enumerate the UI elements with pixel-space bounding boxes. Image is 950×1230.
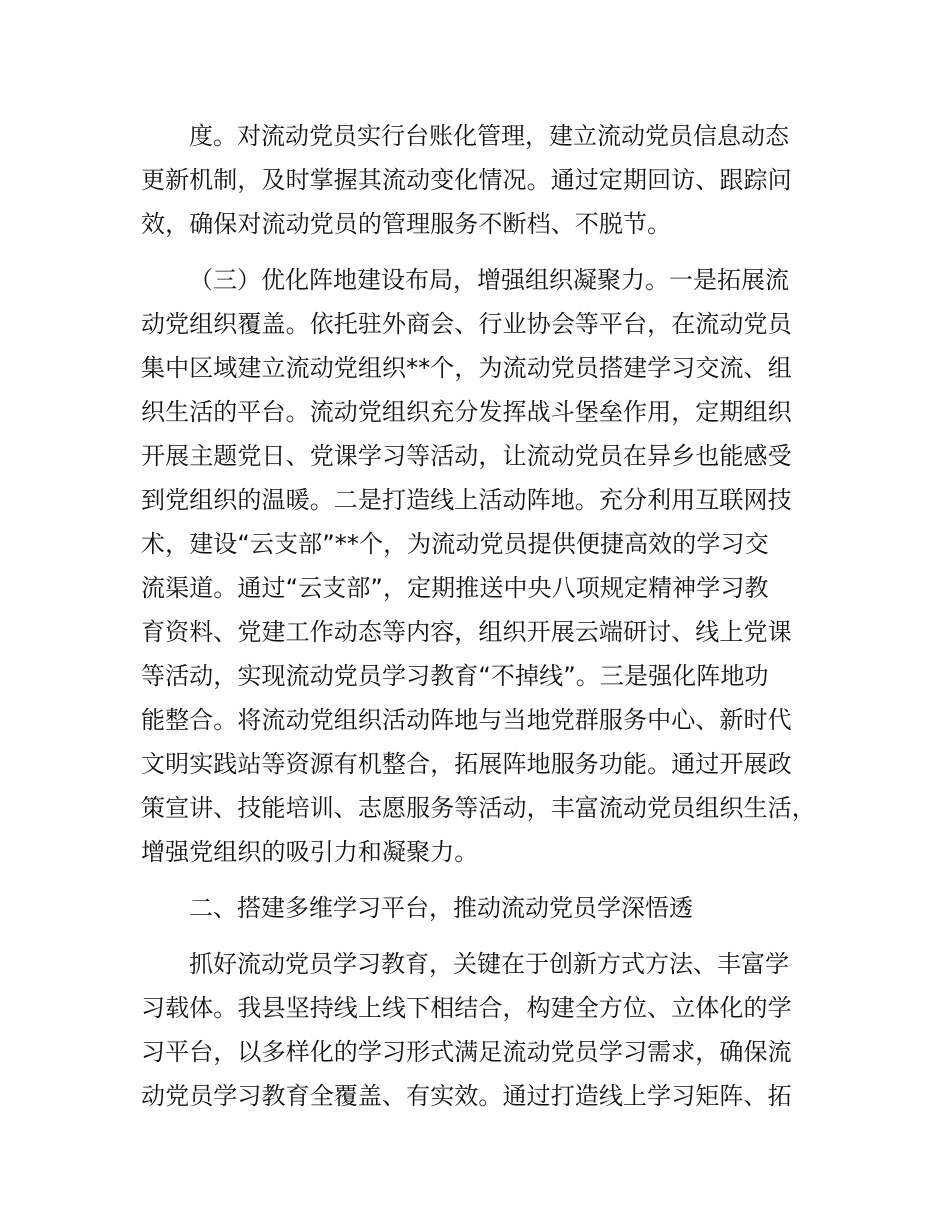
text-line: 动党员学习教育全覆盖、有实效。通过打造线上学习矩阵、拓 — [141, 1082, 792, 1110]
text-line: 到党组织的温暖。二是打造线上活动阵地。充分利用互联网技 — [141, 486, 792, 514]
text-line: 更新机制，及时掌握其流动变化情况。通过定期回访、跟踪问 — [141, 166, 792, 194]
text-line: 动党组织覆盖。依托驻外商会、行业协会等平台，在流动党员 — [141, 310, 792, 338]
text-line: 度。对流动党员实行台账化管理，建立流动党员信息动态 — [189, 122, 789, 150]
text-line: 流渠道。通过“云支部”，定期推送中央八项规定精神学习教 — [141, 574, 769, 602]
text-line: 抓好流动党员学习教育，关键在于创新方式方法、丰富学 — [189, 950, 789, 978]
text-line: 增强党组织的吸引力和凝聚力。 — [141, 838, 479, 866]
text-line: 集中区域建立流动党组织**个，为流动党员搭建学习交流、组 — [141, 354, 792, 382]
text-line: 效，确保对流动党员的管理服务不断档、不脱节。 — [141, 210, 672, 238]
text-line: 习载体。我县坚持线上线下相结合，构建全方位、立体化的学 — [141, 994, 792, 1022]
text-line: 文明实践站等资源有机整合，拓展阵地服务功能。通过开展政 — [141, 750, 792, 778]
text-line: 等活动，实现流动党员学习教育“不掉线”。三是强化阵地功 — [141, 662, 769, 690]
text-line: 开展主题党日、党课学习等活动，让流动党员在异乡也能感受 — [141, 442, 792, 470]
text-line: 策宣讲、技能培训、志愿服务等活动，丰富流动党员组织生活， — [141, 794, 816, 822]
section-heading-line: （三）优化阵地建设布局，增强组织凝聚力。一是拓展流 — [189, 266, 789, 294]
text-line: 织生活的平台。流动党组织充分发挥战斗堡垒作用，定期组织 — [141, 398, 792, 426]
section-heading: 二、搭建多维学习平台，推动流动党员学深悟透 — [189, 894, 693, 922]
text-line: 育资料、党建工作动态等内容，组织开展云端研讨、线上党课 — [141, 618, 792, 646]
text-line: 术，建设“云支部”**个，为流动党员提供便捷高效的学习交 — [141, 530, 769, 558]
text-line: 能整合。将流动党组织活动阵地与当地党群服务中心、新时代 — [141, 706, 792, 734]
text-line: 习平台，以多样化的学习形式满足流动党员学习需求，确保流 — [141, 1038, 792, 1066]
